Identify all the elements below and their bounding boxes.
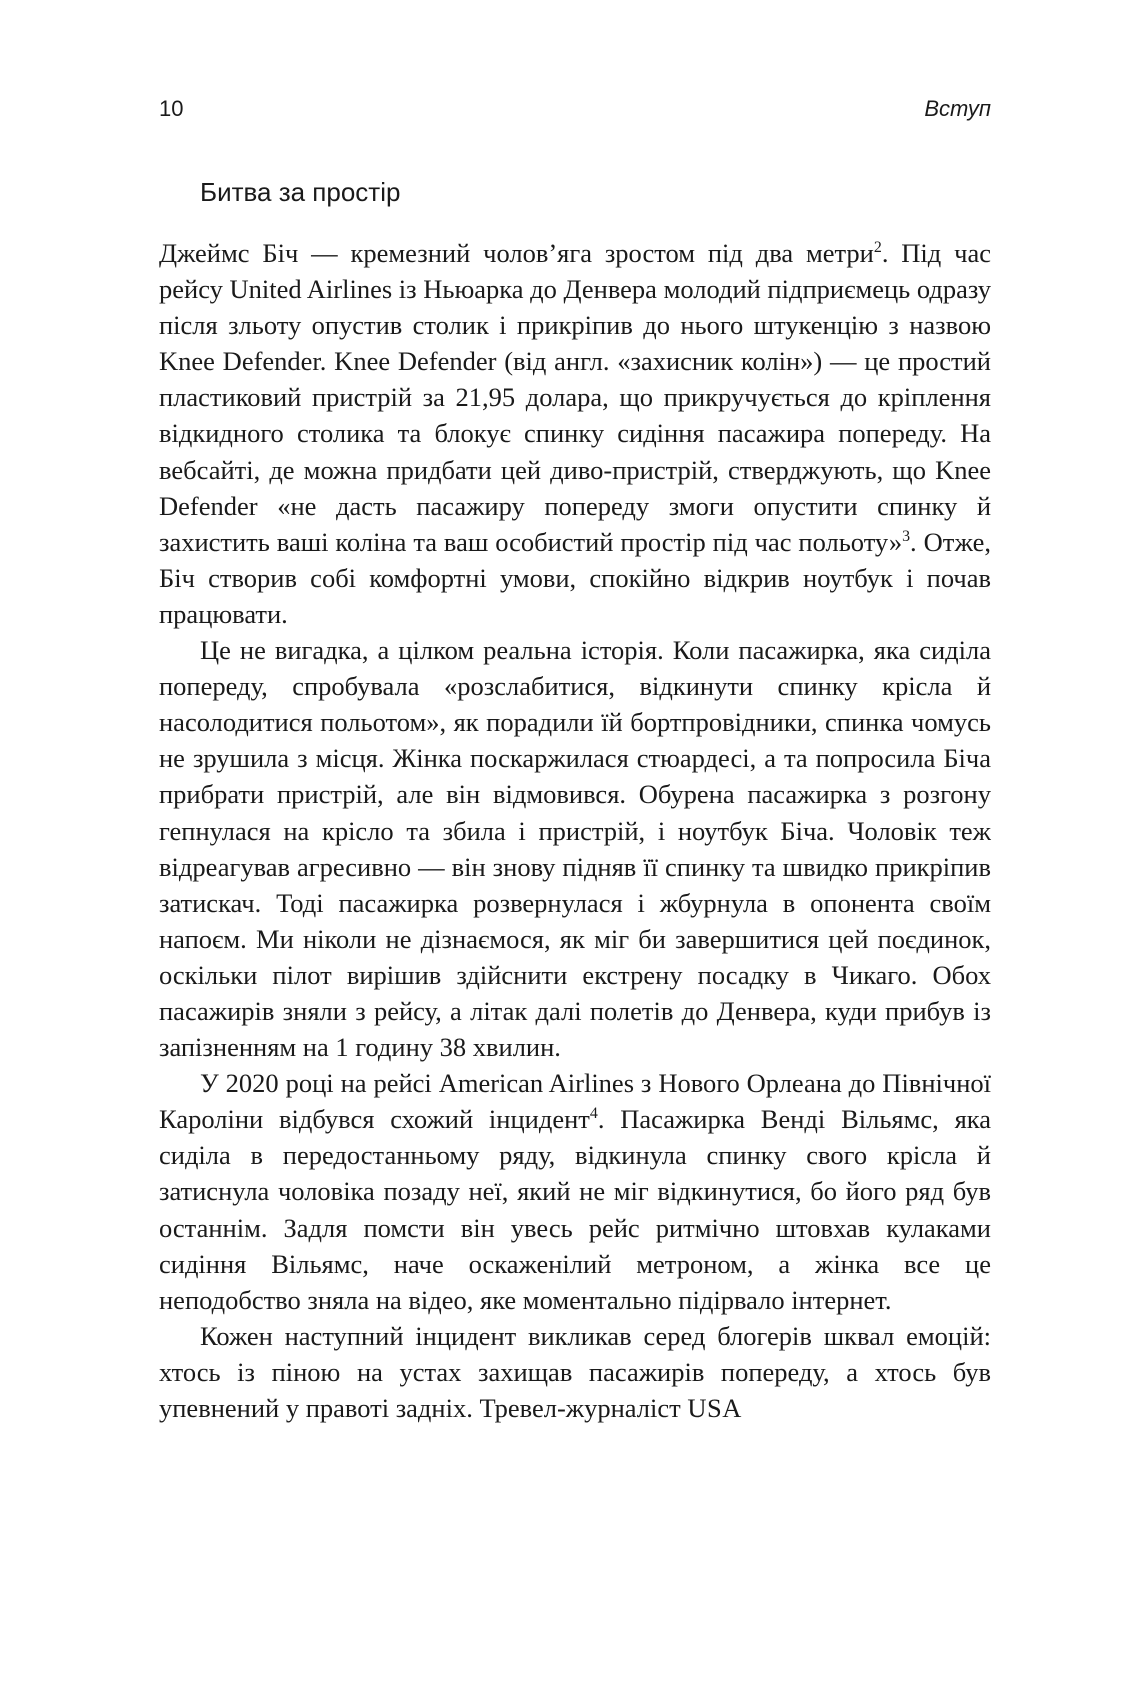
page-number: 10 xyxy=(159,96,184,121)
paragraph-4: Кожен наступний інцидент викликав серед блогерів шквал емоцій: хтось із піною на устах захищав пасажирів попереду, а хтось був упевнений у правоті задніх. Тревел-журналіст USA xyxy=(159,1320,991,1423)
chapter-title: Вступ xyxy=(924,96,991,121)
paragraph-3: У 2020 році на рейсі American Airlines з Нового Орлеана до Північної Кароліни відбувся схожий інцидент$^4$. Пасажирка Венді Вільямс, яка сиділа в передостанньому ряду, відкинула спинку свого крісла й затиснула чоловіка позаду неї, який не міг відкинутися, бо його ряд був останнім. Задля помсти він увесь рейс ритмічно штовхав кулаками сидіння Вільямс, наче оскаженілий метроном, а жінка все це неподобство зняла на відео, яке моментально підірвало інтернет. xyxy=(159,1068,991,1315)
paragraph-1: Джеймс Біч — кремезний чолов’яга зростом під два метри$^2$. Під час рейсу United Airlines із Ньюарка до Денвера молодий підприємець одразу після зльоту опустив столик і прикріпив до нього штукенцію з назвою Knee Defender. Knee Defender (від англ. «захисник колін») — це простий пластиковий пристрій за 21,95 долара, що прикручується до кріплення відкидного столика та блокує спинку сидіння пасажира попереду. На вебсайті, де можна придбати цей диво-пристрій, стверджують, що Knee Defender «не дасть пасажиру попереду змоги опустити спинку й захистить ваші коліна та ваш особистий простір під час польоту»$^3$. Отже, Біч створив собі комфортні умови, спокійно відкрив ноутбук і почав працювати. xyxy=(159,238,992,629)
paragraph-2: Це не вигадка, а цілком реальна історія. Коли пасажирка, яка сиділа попереду, спробувала «розслабитися, відкинути спинку крісла й насолодитися польотом», як порадили їй бортпровідники, спинка чомусь не зрушила з місця. Жінка поскаржилася стюардесі, а та попросила Біча прибрати пристрій, але він відмовився. Обурена пасажирка з розгону гепнулася на крісло та збила і пристрій, і ноутбук Біча. Чоловік теж відреагував агресивно — він знову підняв її спинку та швидко прикріпив затискач. Тоді пасажирка розвернулася і жбурнула в опонента своїм напоєм. Ми ніколи не дізнаємося, як міг би завершитися цей поєдинок, оскільки пілот вирішив здійснити екстрену посадку в Чикаго. Обох пасажирів зняли з рейсу, а літак далі полетів до Денвера, куди прибув із запізненням на 1 годину 38 хвилин. xyxy=(159,635,991,1063)
footnote-ref-4: 4 xyxy=(589,1105,598,1123)
body-text xyxy=(159,235,991,1426)
footnote-ref-3: 3 xyxy=(902,527,911,545)
running-head xyxy=(159,96,991,126)
footnote-ref-2: 2 xyxy=(873,239,882,257)
usa-small-caps: USA xyxy=(687,1393,742,1423)
section-title: Битва за простір xyxy=(200,177,401,207)
